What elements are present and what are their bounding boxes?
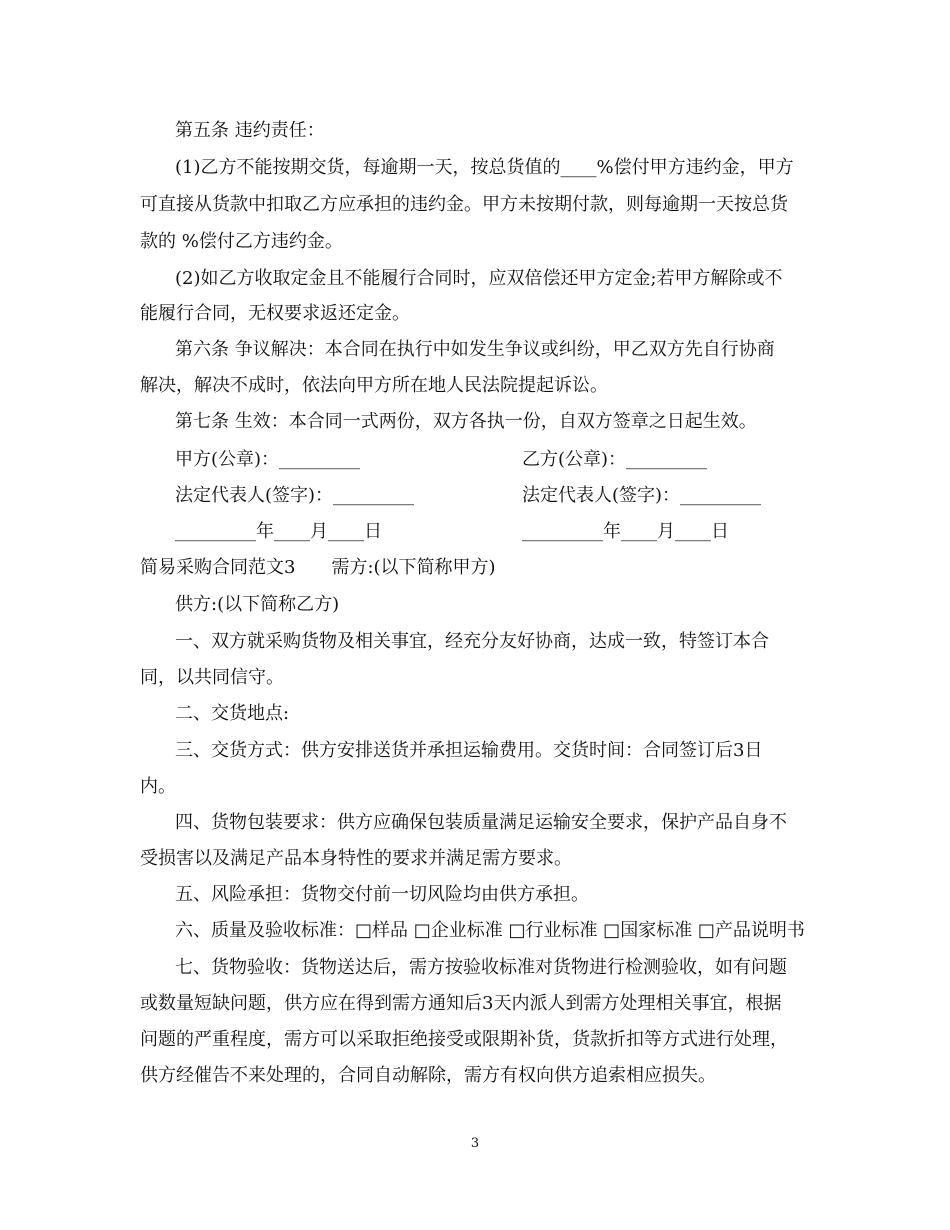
section-6-heading: 六、质量及验收标准：□样品 □企业标准 □行业标准 □国家标准 □产品说明书 bbox=[175, 920, 805, 941]
contract-3-title: 简易采购合同范文3 需方:(以下简称甲方) bbox=[140, 557, 496, 578]
clause-5-heading: 第五条 违约责任： bbox=[175, 120, 325, 141]
party-b-seal-field: 乙方(公章)：_________ bbox=[522, 449, 708, 470]
body-line: 解决，解决不成时，依法向甲方所在地人民法院提起诉讼。 bbox=[140, 375, 608, 396]
clause-7-heading: 第七条 生效：本合同一式两份，双方各执一份，自双方签章之日起生效。 bbox=[175, 411, 757, 432]
body-line: 问题的严重程度，需方可以采取拒绝接受或限期补货，货款折扣等方式进行处理， bbox=[140, 1029, 788, 1050]
clause-6-heading: 第六条 争议解决：本合同在执行中如发生争议或纠纷，甲乙双方先自行协商 bbox=[175, 339, 775, 360]
body-line: 供方经催告不来处理的，合同自动解除，需方有权向供方追索相应损失。 bbox=[140, 1065, 716, 1086]
party-b-date-field: _________年____月____日 bbox=[522, 521, 729, 542]
party-a-representative-field: 法定代表人(签字)：_________ bbox=[175, 485, 415, 506]
section-1-heading: 一、双方就采购货物及相关事宜，经充分友好协商，达成一致，特签订本合 bbox=[175, 631, 769, 652]
page-number: 3 bbox=[470, 1136, 480, 1151]
body-line: 内。 bbox=[140, 776, 176, 797]
body-line: (1)乙方不能按期交货，每逾期一天，按总货值的____%偿付甲方违约金，甲方 bbox=[175, 157, 794, 178]
body-line: 或数量短缺问题，供方应在得到需方通知后3天内派人到需方处理相关事宜，根据 bbox=[140, 993, 782, 1014]
body-line: 同，以共同信守。 bbox=[140, 667, 284, 688]
party-b-representative-field: 法定代表人(签字)：_________ bbox=[522, 485, 762, 506]
body-line: 款的 %偿付乙方违约金。 bbox=[140, 231, 343, 252]
section-7-heading: 七、货物验收：货物送达后，需方按验收标准对货物进行检测验收，如有问题 bbox=[175, 957, 787, 978]
section-4-heading: 四、货物包装要求：供方应确保包装质量满足运输安全要求，保护产品自身不 bbox=[175, 812, 787, 833]
body-line: (2)如乙方收取定金且不能履行合同时，应双倍偿还甲方定金;若甲方解除或不 bbox=[175, 268, 783, 289]
party-a-date-field: _________年____月____日 bbox=[175, 521, 382, 542]
body-line: 可直接从货款中扣取乙方应承担的违约金。甲方未按期付款，则每逾期一天按总货 bbox=[140, 194, 788, 215]
section-3-heading: 三、交货方式：供方安排送货并承担运输费用。交货时间：合同签订后3日 bbox=[175, 740, 763, 761]
body-line: 能履行合同，无权要求返还定金。 bbox=[140, 303, 410, 324]
section-5-heading: 五、风险承担：货物交付前一切风险均由供方承担。 bbox=[175, 884, 589, 905]
body-line: 受损害以及满足产品本身特性的要求并满足需方要求。 bbox=[140, 848, 572, 869]
section-2-heading: 二、交货地点: bbox=[175, 703, 290, 724]
party-a-seal-field: 甲方(公章)：_________ bbox=[175, 449, 361, 470]
supplier-line: 供方:(以下简称乙方) bbox=[175, 594, 340, 615]
